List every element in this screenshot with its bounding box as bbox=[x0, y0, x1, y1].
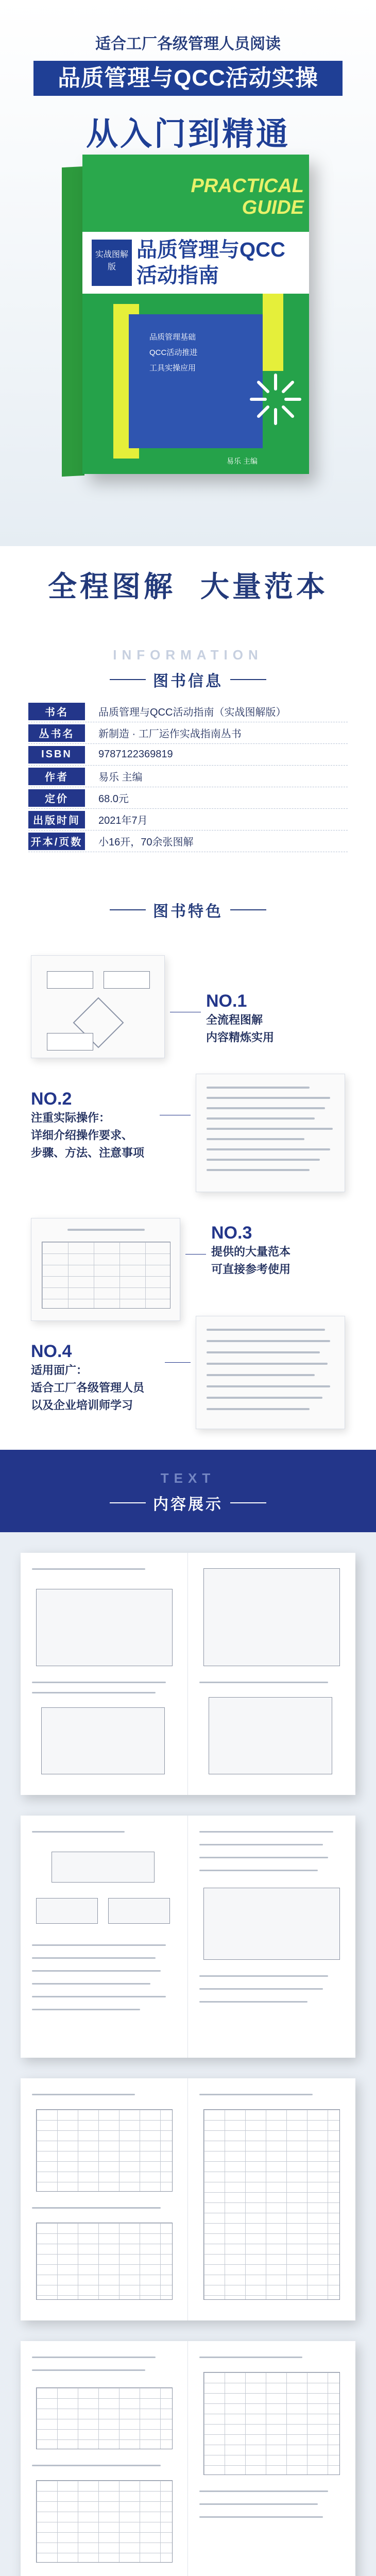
info-en-title: INFORMATION bbox=[113, 647, 263, 663]
sample-text-page bbox=[196, 1074, 345, 1192]
content-display-section bbox=[0, 1450, 376, 2576]
sample-list-page bbox=[196, 1316, 345, 1429]
info-table bbox=[0, 696, 376, 878]
hero-banner bbox=[0, 0, 376, 546]
slogan-right: 大量范本 bbox=[200, 570, 328, 603]
info-row: 丛书名 新制造 · 工厂运作实战指南丛书 bbox=[28, 722, 348, 744]
hero-subtitle: 从入门到精通 bbox=[86, 116, 290, 152]
features-section bbox=[0, 878, 376, 1450]
sample-flowchart-page bbox=[31, 955, 165, 1058]
feature-1: NO.1 全流程图解 内容精炼实用 bbox=[206, 991, 275, 1044]
hero-title: 品质管理与QCC活动实操 bbox=[33, 61, 343, 96]
info-row: 作者 易乐 主编 bbox=[28, 766, 348, 787]
feature-2: NO.2 注重实际操作： 详细介绍操作要求、 步骤、方法、注意事项 bbox=[31, 1089, 145, 1159]
page-spread bbox=[21, 1553, 355, 1795]
features-title: 图书特色 bbox=[153, 903, 223, 920]
cover-lines: 品质管理基础 QCC活动推进 工具实操应用 bbox=[149, 333, 198, 372]
cover-top-text: PRACTICAL GUIDE bbox=[191, 175, 304, 218]
info-title: 图书信息 bbox=[153, 673, 223, 690]
page-spread bbox=[21, 1816, 355, 2058]
slogan-left: 全程图解 bbox=[48, 570, 176, 603]
feature-3: NO.3 提供的大量范本 可直接参考使用 bbox=[211, 1223, 291, 1276]
info-row: 出版时间 2021年7月 bbox=[28, 809, 348, 831]
page-spread bbox=[21, 2341, 355, 2576]
info-row: 定价 68.0元 bbox=[28, 787, 348, 809]
book-cover bbox=[82, 155, 309, 474]
info-row: 书名 品质管理与QCC活动指南（实战图解版） bbox=[28, 701, 348, 722]
content-en-title: TEXT bbox=[160, 1470, 216, 1486]
sample-form-page bbox=[31, 1218, 180, 1321]
book-cover-image bbox=[62, 155, 314, 484]
cover-badge: 实战图解版 bbox=[92, 240, 132, 286]
features-panel bbox=[0, 935, 376, 1450]
cover-title: 品质管理与QCC活动指南 bbox=[136, 239, 285, 287]
info-row: ISBN 9787122369819 bbox=[28, 744, 348, 766]
book-spine bbox=[62, 166, 84, 477]
book-info-section bbox=[0, 623, 376, 878]
cover-author: 易乐 主编 bbox=[227, 457, 258, 465]
audience-text: 适合工厂各级管理人员阅读 bbox=[95, 36, 281, 53]
starburst-icon bbox=[247, 371, 304, 428]
slogan-row bbox=[0, 546, 376, 623]
content-title: 内容展示 bbox=[153, 1496, 223, 1513]
page-spread bbox=[21, 2078, 355, 2320]
feature-4: NO.4 适用面广： 适合工厂各级管理人员 以及企业培训师学习 bbox=[31, 1342, 145, 1412]
info-row: 开本/页数 小16开，70余张图解 bbox=[28, 831, 348, 852]
